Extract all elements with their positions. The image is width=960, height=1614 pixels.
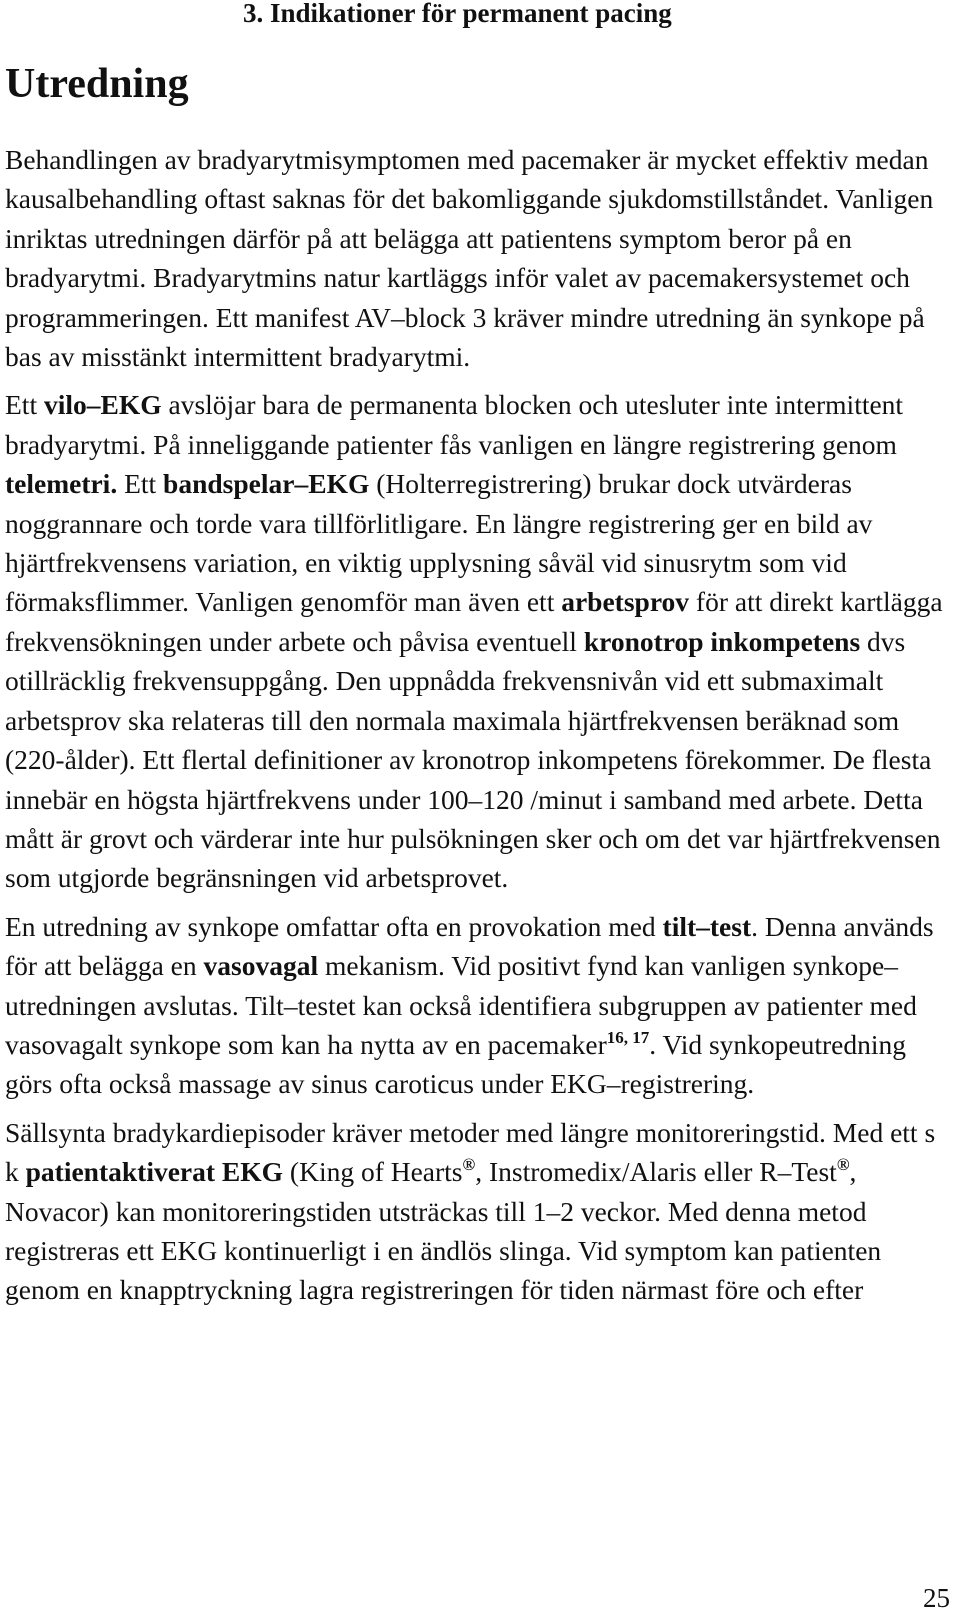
text-segment: Ett: [5, 389, 44, 421]
text-segment: avslöjar bara de permanenta blocken och utesluter inte intermittent bradyarytmi. På inneliggande patienter fås vanligen en längre registrering genom: [5, 389, 904, 460]
text-segment: . Vid synkopeutredning görs ofta också massage av sinus caroticus under EKG–registrering.: [5, 1028, 907, 1100]
term-vilo-ekg: vilo–EKG: [43, 389, 162, 421]
running-header: 3. Indikationer för permanent pacing: [243, 0, 672, 28]
registered-mark: ®: [462, 1155, 476, 1175]
text-segment: , Instromedix/Alaris eller R–Test: [475, 1156, 837, 1188]
text-segment: , Novacor) kan monitoreringstiden utsträckas till 1–2 veckor. Med denna metod registreras ett EKG kontinuerligt i en ändlös slinga. Vid symptom kan patienten genom en knapptryckning lagra registreringen för tiden närmast före och efter: [5, 1156, 882, 1306]
text-segment: En utredning av synkope omfattar ofta en provokation med: [5, 910, 663, 942]
term-telemetri: telemetri.: [5, 468, 118, 500]
text-segment: för att direkt kartlägga frekvensökningen under arbete och påvisa eventuell: [5, 586, 943, 657]
text-segment: Sällsynta bradykardiepisoder kräver metoder med längre monitoreringstid. Med ett s k: [5, 1116, 936, 1188]
term-arbetsprov: arbetsprov: [561, 586, 690, 618]
page-number: 25: [923, 1583, 950, 1613]
term-tilt-test: tilt–test: [662, 910, 752, 942]
text-segment: dvs otillräcklig frekvensuppgång. Den uppnådda frekvensnivån vid ett submaximalt arbetsprov ska relateras till den normala maximala hjärtfrekvensen beräknad som (220-ålder). Ett flertal definitioner av kronotrop inkompetens förekommer. De flesta innebär en högsta hjärtfrekvens under 100–120 /minut i samband med arbete. Detta mått är grovt och värderar inte hur pulsökningen sker och om det var hjärtfrekvensen som utgjorde begränsningen vid arbetsprovet.: [5, 625, 941, 894]
registered-mark: ®: [836, 1155, 850, 1175]
body-text: [5, 140, 955, 1310]
text-segment: mekanism. Vid positivt fynd kan vanligen synkope–utredningen avslutas. Tilt–testet kan också identifiera subgruppen av patienter med vasovagalt synkope som kan ha nytta av en pacemaker: [5, 950, 917, 1060]
section-title: Utredning: [5, 61, 189, 107]
term-patientaktiverat-ekg: patientaktiverat EKG: [25, 1156, 284, 1188]
term-kronotrop-inkompetens: kronotrop inkompetens: [583, 625, 861, 657]
paragraph-monitoring: [5, 1113, 955, 1310]
text-segment: Ett: [117, 468, 164, 500]
term-vasovagal: vasovagal: [203, 950, 319, 982]
term-bandspelar-ekg: bandspelar–EKG: [163, 468, 370, 500]
paragraph-synkope: [5, 907, 955, 1104]
paragraph-intro: Behandlingen av bradyarytmisymptomen med pacemaker är mycket effektiv medan kausalbehandling oftast saknas för det bakomliggande sjukdomstillståndet. Vanligen inriktas utredningen därför på att belägga att patientens symptom beror på en bradyarytmi. Bradyarytmins natur kartläggs inför valet av pacemakersystemet och programmeringen. Ett manifest AV–block 3 kräver mindre utredning än synkope på bas av misstänkt intermittent bradyarytmi.: [5, 144, 934, 373]
reference-superscript: 16, 17: [606, 1027, 650, 1047]
text-segment: . Denna används för att belägga en: [5, 910, 934, 982]
paragraph-ecg-methods: [5, 385, 955, 897]
text-segment: (Holterregistrering) brukar dock utvärderas noggrannare och torde vara tillförlitligare. En längre registrering ger en bild av hjärtfrekvensens variation, en viktig upplysning såväl vid sinusrytm som vid förmaksflimmer. Vanligen genomför man även ett: [5, 468, 873, 618]
text-segment: (King of Hearts: [283, 1156, 463, 1188]
